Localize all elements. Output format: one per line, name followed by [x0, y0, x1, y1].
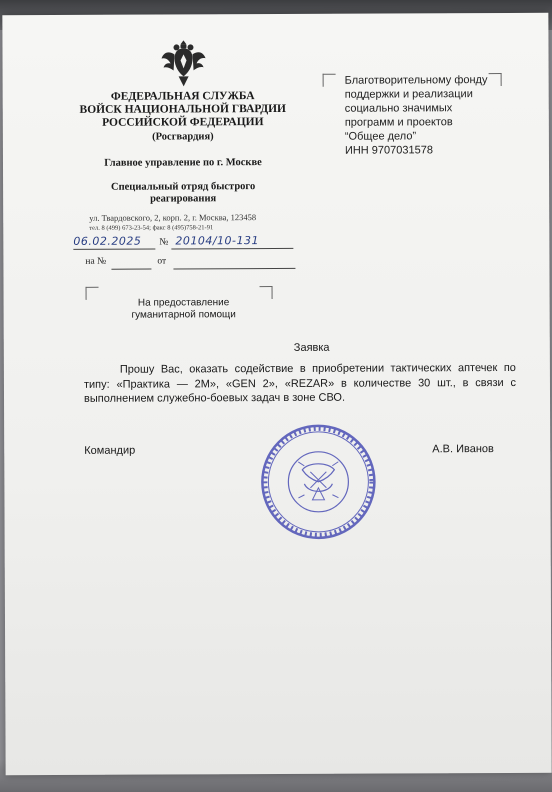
- date-underline: [73, 249, 155, 250]
- document-sheet: [2, 13, 551, 775]
- number-underline: [171, 248, 293, 250]
- phone-fax-text: тел. 8 (499) 673-23-54; факс 8 (495)758-21-91: [89, 224, 214, 232]
- org-name-line1: ФЕДЕРАЛЬНАЯ СЛУЖБА: [110, 90, 255, 103]
- ref-date-label: от: [157, 256, 167, 267]
- recipient-line: ИНН 9707031578: [344, 144, 433, 157]
- org-short-name: (Росгвардия): [152, 131, 214, 143]
- signatory-name: А.В. Иванов: [432, 443, 494, 456]
- subject-block: [114, 297, 254, 322]
- ref-number-underline: [111, 269, 151, 270]
- subject-corner-right: [260, 286, 273, 299]
- handwritten-number: 20104/10-131: [175, 234, 260, 248]
- subject-line2: гуманитарной помощи: [131, 309, 236, 321]
- handwritten-date: 06.02.2025: [73, 234, 142, 248]
- eagle-emblem-icon: [160, 36, 206, 88]
- letter-title: Заявка: [293, 341, 330, 354]
- number-label: №: [159, 237, 169, 248]
- address-text: ул. Твардовского, 2, корп. 2, г. Москва, 123458: [89, 212, 257, 223]
- department-name: Главное управление по г. Москве: [104, 157, 262, 169]
- letter-body-text: Прошу Вас, оказать содействие в приобретении тактических аптечек по типу: «Практика — 2М», «GEN 2», «REZAR» в количестве 30 шт., в связи с выполнением служебно-боевых задач в зоне СВО.: [83, 361, 516, 405]
- ref-number-label: на №: [85, 256, 107, 267]
- org-name-line3: РОССИЙСКОЙ ФЕДЕРАЦИИ: [102, 116, 264, 129]
- ref-date-underline: [173, 268, 295, 270]
- recipient-line: Благотворительному фонду: [344, 74, 488, 87]
- org-name-line2: ВОЙСК НАЦИОНАЛЬНОЙ ГВАРДИИ: [79, 102, 287, 116]
- recipient-line: программ и проектов: [344, 116, 453, 129]
- unit-name-line1: Специальный отряд быстрого: [110, 181, 256, 193]
- subject-line1: На предоставление: [137, 297, 230, 309]
- letter-body: [84, 361, 516, 406]
- recipient-block: [345, 73, 545, 158]
- official-seal-icon: [258, 422, 379, 543]
- recipient-line: “Общее дело”: [344, 130, 417, 143]
- recipient-line: социально значимых: [344, 102, 453, 115]
- signatory-position: Командир: [84, 444, 136, 457]
- address-block: [89, 212, 279, 234]
- recipient-line: поддержки и реализации: [344, 88, 473, 101]
- subject-corner-left: [86, 287, 99, 300]
- unit-name-line2: реагирования: [150, 193, 217, 205]
- recipient-corner-left: [323, 74, 336, 87]
